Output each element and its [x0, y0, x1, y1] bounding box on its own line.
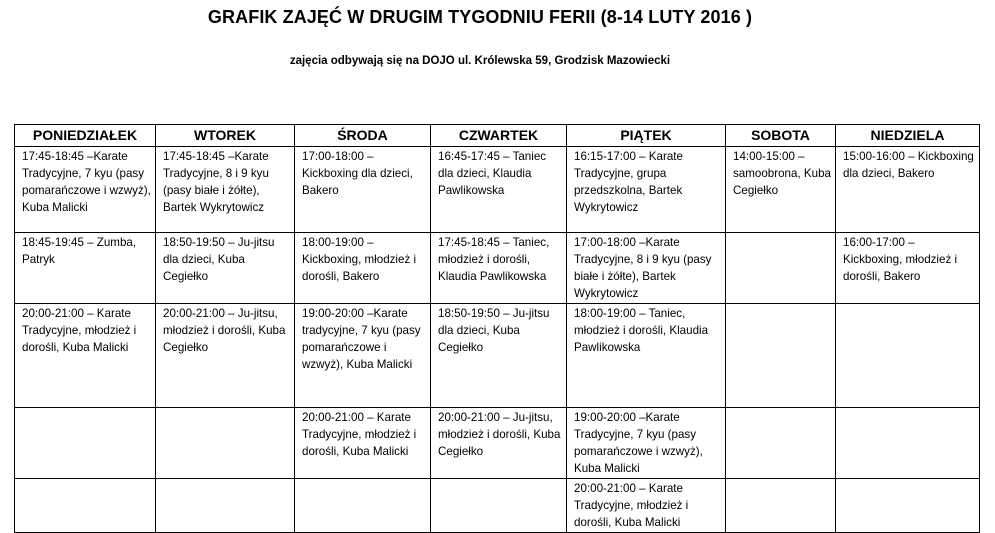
table-row	[15, 233, 980, 304]
schedule-cell: 17:00-18:00 –Karate Tradycyjne, 8 i 9 kyu (pasy białe i żółte), Bartek Wykrytowicz	[567, 233, 726, 304]
schedule-cell: 14:00-15:00 – samoobrona, Kuba Cegiełko	[726, 147, 836, 233]
schedule-cell: 16:45-17:45 – Taniec dla dzieci, Klaudia Pawlikowska	[431, 147, 567, 233]
table-row	[15, 479, 980, 533]
schedule-cell: 16:15-17:00 – Karate Tradycyjne, grupa przedszkolna, Bartek Wykrytowicz	[567, 147, 726, 233]
schedule-cell	[15, 479, 156, 533]
day-header-monday: PONIEDZIAŁEK	[15, 125, 156, 147]
schedule-cell	[836, 479, 980, 533]
schedule-cell	[836, 304, 980, 408]
schedule-cell	[726, 479, 836, 533]
schedule-cell: 19:00-20:00 –Karate tradycyjne, 7 kyu (pasy pomarańczowe i wzwyż), Kuba Malicki	[295, 304, 431, 408]
schedule-cell: 17:00-18:00 – Kickboxing dla dzieci, Bakero	[295, 147, 431, 233]
schedule-cell	[156, 408, 295, 479]
schedule-cell: 20:00-21:00 – Karate Tradycyjne, młodzież i dorośli, Kuba Malicki	[295, 408, 431, 479]
page-title: GRAFIK ZAJĘĆ W DRUGIM TYGODNIU FERII (8-14 LUTY 2016 )	[207, 7, 753, 27]
day-header-saturday: SOBOTA	[726, 125, 836, 147]
schedule-cell: 19:00-20:00 –Karate Tradycyjne, 7 kyu (pasy pomarańczowe i wzwyż), Kuba Malicki	[567, 408, 726, 479]
schedule-cell: 18:00-19:00 – Kickboxing, młodzież i dorośli, Bakero	[295, 233, 431, 304]
schedule-cell: 20:00-21:00 – Ju-jitsu, młodzież i dorośli, Kuba Cegiełko	[156, 304, 295, 408]
day-header-sunday: NIEDZIELA	[836, 125, 980, 147]
schedule-cell: 18:00-19:00 – Taniec, młodzież i dorośli, Klaudia Pawlikowska	[567, 304, 726, 408]
schedule-cell: 18:45-19:45 – Zumba, Patryk	[15, 233, 156, 304]
schedule-cell: 18:50-19:50 – Ju-jitsu dla dzieci, Kuba Cegiełko	[156, 233, 295, 304]
schedule-table	[14, 124, 980, 533]
day-header-friday: PIĄTEK	[567, 125, 726, 147]
schedule-cell	[15, 408, 156, 479]
header-row	[15, 125, 980, 147]
schedule-cell	[295, 479, 431, 533]
schedule-cell	[836, 408, 980, 479]
page-subtitle: zajęcia odbywają się na DOJO ul. Królewska 59, Grodzisk Mazowiecki	[289, 55, 671, 67]
schedule-cell: 17:45-18:45 –Karate Tradycyjne, 8 i 9 kyu (pasy białe i żółte), Bartek Wykrytowicz	[156, 147, 295, 233]
schedule-cell: 20:00-21:00 – Karate Tradycyjne, młodzież i dorośli, Kuba Malicki	[567, 479, 726, 533]
schedule-cell: 15:00-16:00 – Kickboxing dla dzieci, Bakero	[836, 147, 980, 233]
day-header-tuesday: WTOREK	[156, 125, 295, 147]
schedule-cell: 17:45-18:45 –Karate Tradycyjne, 7 kyu (pasy pomarańczowe i wzwyż), Kuba Malicki	[15, 147, 156, 233]
schedule-cell	[156, 479, 295, 533]
schedule-cell	[431, 479, 567, 533]
day-header-wednesday: ŚRODA	[295, 125, 431, 147]
schedule-cell	[726, 304, 836, 408]
schedule-cell: 20:00-21:00 – Ju-jitsu, młodzież i dorośli, Kuba Cegiełko	[431, 408, 567, 479]
schedule-cell: 18:50-19:50 – Ju-jitsu dla dzieci, Kuba Cegiełko	[431, 304, 567, 408]
table-row	[15, 147, 980, 233]
table-row	[15, 304, 980, 408]
schedule-cell: 16:00-17:00 – Kickboxing, młodzież i dorośli, Bakero	[836, 233, 980, 304]
table-row	[15, 408, 980, 479]
schedule-cell: 20:00-21:00 – Karate Tradycyjne, młodzież i dorośli, Kuba Malicki	[15, 304, 156, 408]
schedule-cell: 17:45-18:45 – Taniec, młodzież i dorośli, Klaudia Pawlikowska	[431, 233, 567, 304]
schedule-cell	[726, 408, 836, 479]
schedule-cell	[726, 233, 836, 304]
day-header-thursday: CZWARTEK	[431, 125, 567, 147]
